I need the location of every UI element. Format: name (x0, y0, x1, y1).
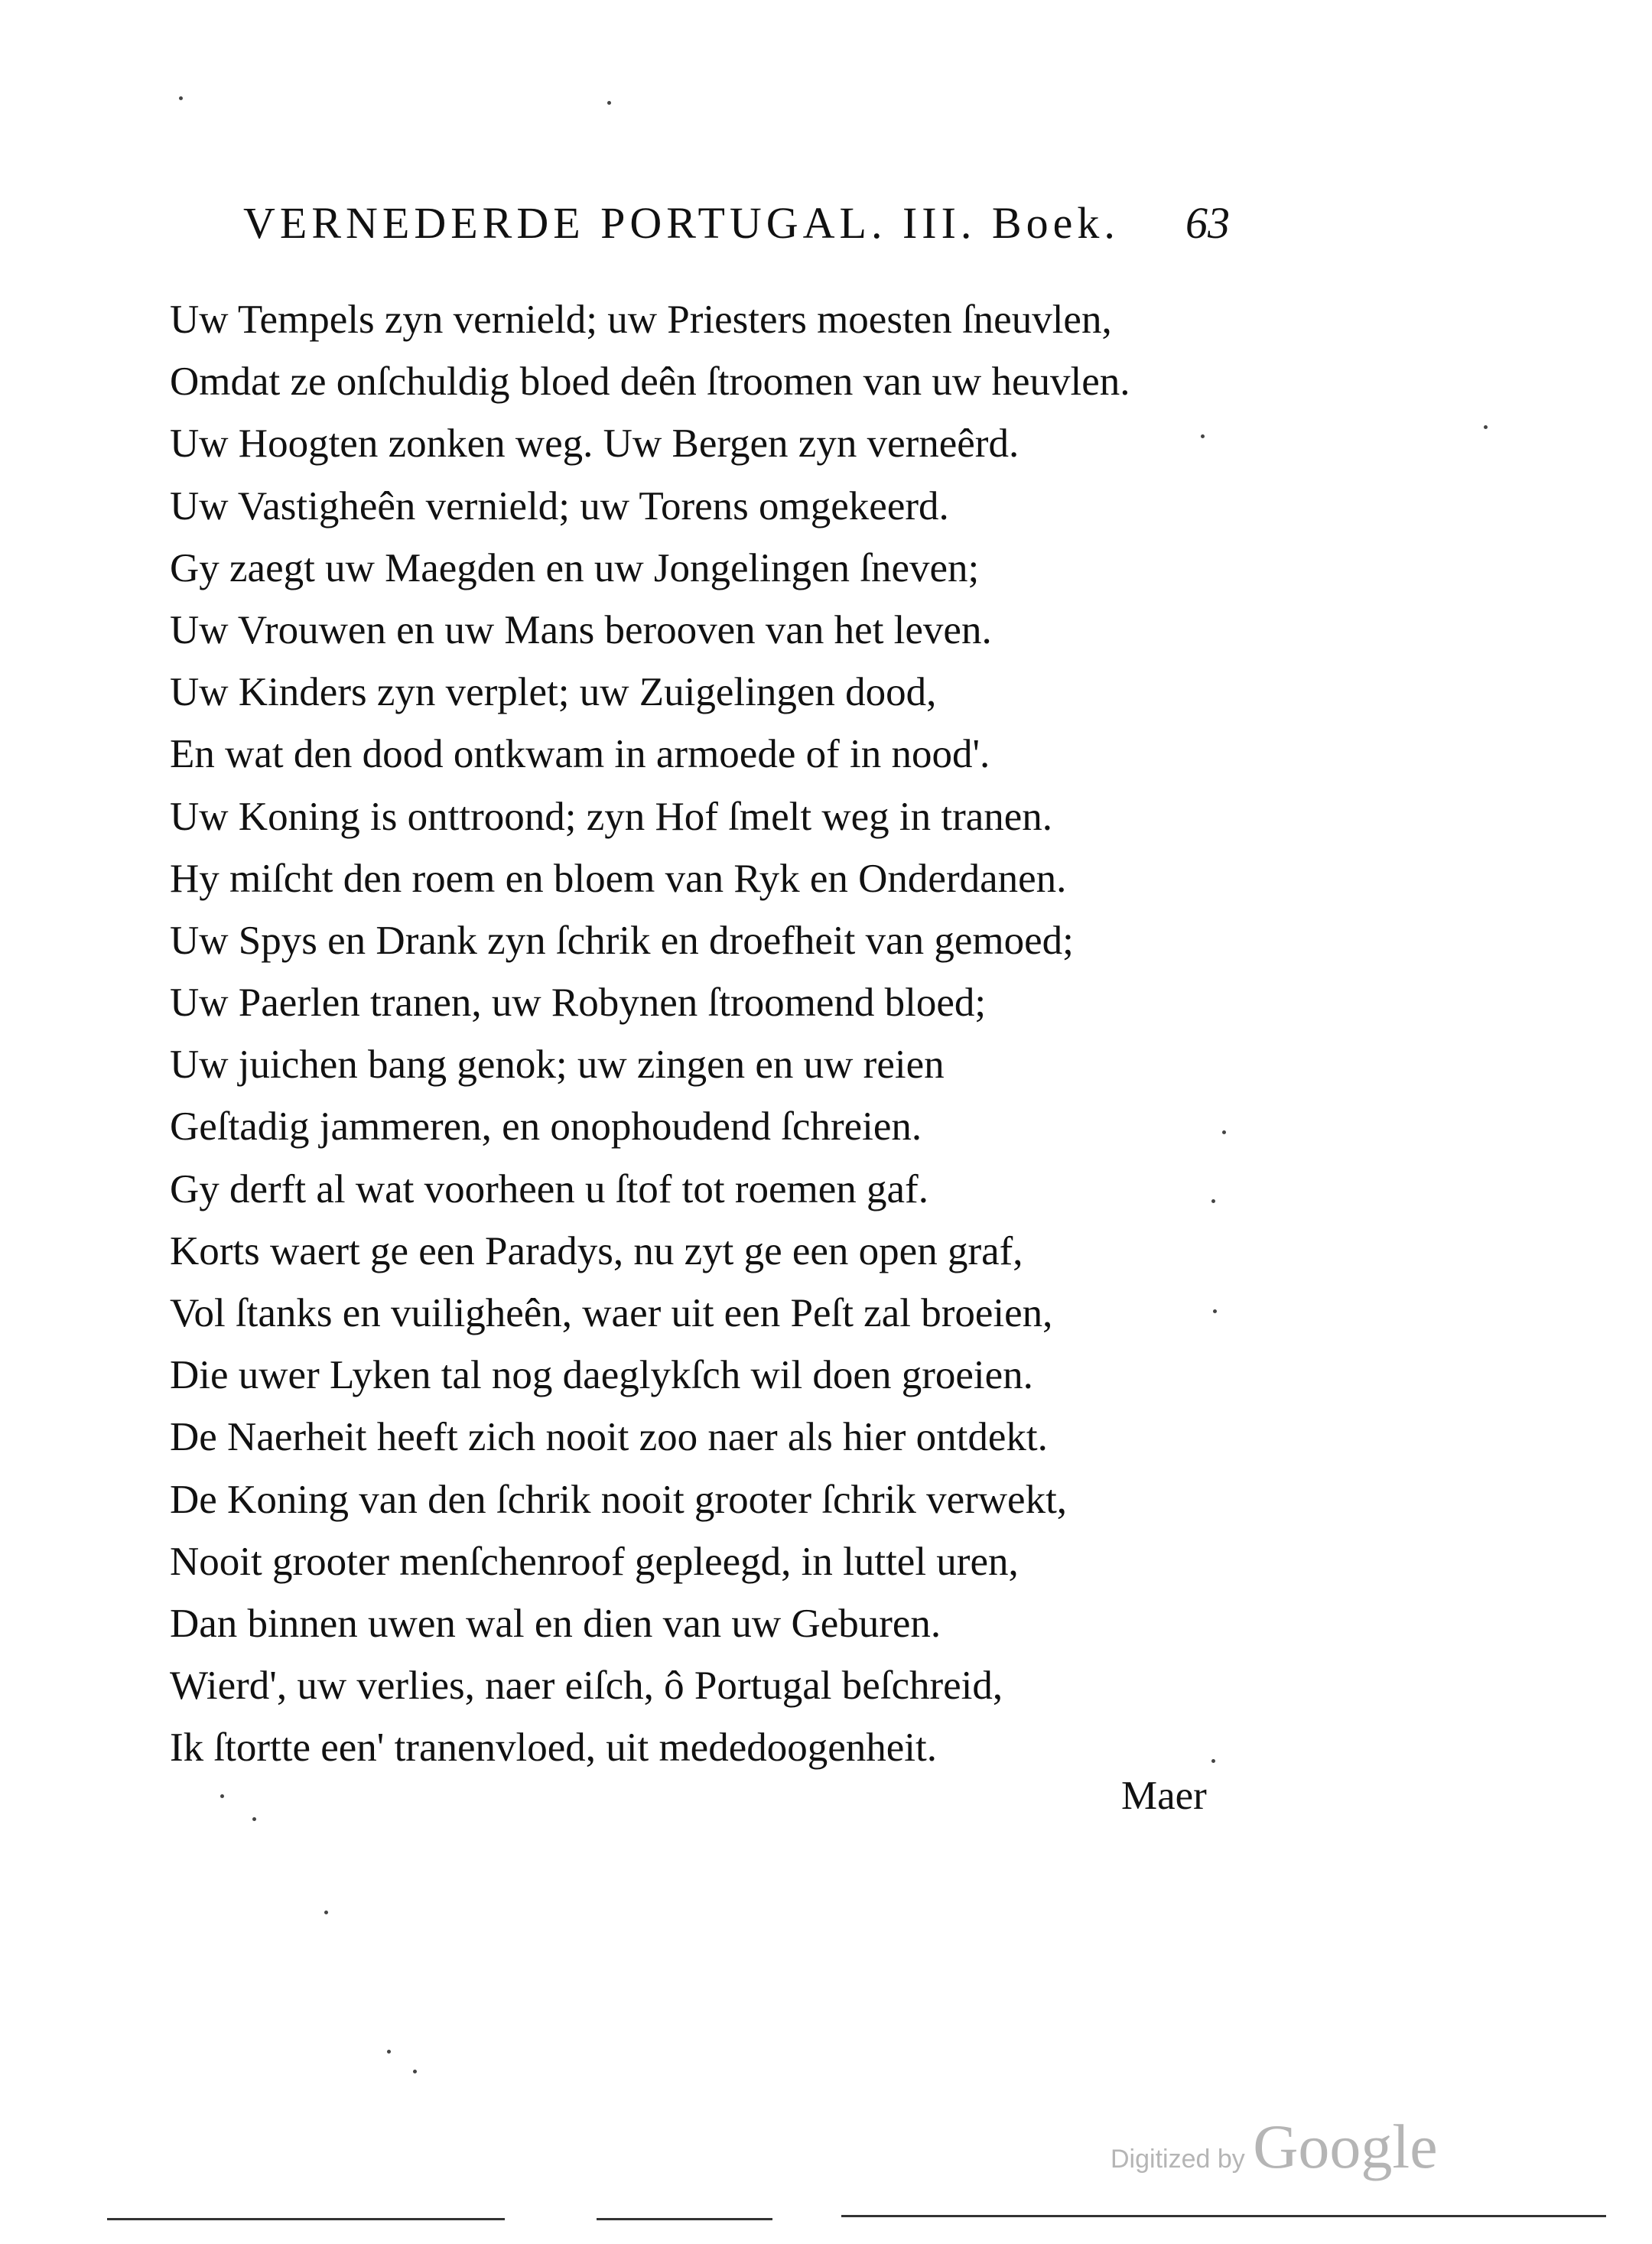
poem-line: Wierd', uw verlies, naer eiſch, ô Portugal beſchreid, (170, 1663, 1003, 1709)
running-title: VERNEDERDE PORTUGAL. III. Boek. (243, 198, 1120, 248)
scan-edge-line (107, 2218, 505, 2220)
poem-line: En wat den dood ontkwam in armoede of in nood'. (170, 732, 990, 777)
watermark-prefix: Digitized by (1111, 2145, 1245, 2174)
poem-line: Uw Vastigheên vernield; uw Torens omgekeerd. (170, 483, 949, 528)
poem-line: Uw Koning is onttroond; zyn Hof ſmelt weg in tranen. (170, 794, 1053, 839)
poem-line: Die uwer Lyken tal nog daeglykſch wil doen groeien. (170, 1353, 1033, 1398)
poem-line: Uw Tempels zyn vernield; uw Priesters moesten ſneuvlen, (170, 298, 1112, 342)
scan-speck (413, 2070, 417, 2073)
scan-speck (1211, 1759, 1215, 1763)
poem-line: Uw Paerlen tranen, uw Robynen ſtroomend bloed; (170, 981, 987, 1026)
scan-speck (179, 96, 183, 100)
google-logo: Google (1253, 2112, 1438, 2181)
poem-line: Uw Spys en Drank zyn ſchrik en droefheit van gemoed; (170, 918, 1074, 963)
scan-speck (1213, 1309, 1217, 1313)
scan-speck (324, 1911, 328, 1914)
poem-line: Gy derft al wat voorheen u ſtof tot roemen gaf. (170, 1166, 928, 1211)
scan-speck (220, 1794, 224, 1798)
catchword: Maer (1121, 1774, 1207, 1818)
poem-line: Uw Vrouwen en uw Mans berooven van het leven. (170, 607, 992, 652)
scan-speck (1201, 434, 1205, 438)
poem-line: Nooit grooter menſchenroof gepleegd, in luttel uren, (170, 1539, 1019, 1584)
poem-line: Uw Hoogten zonken weg. Uw Bergen zyn verneêrd. (170, 421, 1019, 467)
poem-line: Geſtadig jammeren, en onophoudend ſchreien. (170, 1104, 922, 1150)
digitized-watermark (1111, 2111, 1438, 2183)
scan-speck (387, 2050, 391, 2054)
poem-line: Dan binnen uwen wal en dien van uw Geburen. (170, 1601, 941, 1646)
poem-line: Vol ſtanks en vuiligheên, waer uit een Peſt zal broeien, (170, 1291, 1053, 1335)
page-number: 63 (1185, 198, 1230, 248)
poem-line: Uw juichen bang genok; uw zingen en uw reien (170, 1042, 945, 1088)
scan-speck (1484, 425, 1488, 429)
scan-speck (1211, 1199, 1215, 1203)
scan-speck (1222, 1130, 1226, 1134)
scan-speck (252, 1817, 256, 1821)
scan-edge-line (597, 2218, 772, 2220)
poem-line: Hy miſcht den roem en bloem van Ryk en Onderdanen. (170, 856, 1067, 901)
poem-line: Ik ſtortte een' tranenvloed, uit mededoogenheit. (170, 1725, 937, 1771)
scan-edge-line (841, 2215, 1606, 2217)
scan-speck (607, 101, 611, 105)
poem-line: De Koning van den ſchrik nooit grooter ſchrik verwekt, (170, 1477, 1068, 1522)
poem-line: Gy zaegt uw Maegden en uw Jongelingen ſneven; (170, 545, 980, 590)
poem-text (170, 289, 1256, 1780)
poem-line: Uw Kinders zyn verplet; uw Zuigelingen dood, (170, 670, 937, 715)
poem-line: Korts waert ge een Paradys, nu zyt ge een open graf, (170, 1228, 1023, 1273)
poem-line: De Naerheit heeft zich nooit zoo naer als hier ontdekt. (170, 1415, 1048, 1460)
poem-line: Omdat ze onſchuldig bloed deên ſtroomen van uw heuvlen. (170, 359, 1130, 405)
running-header (243, 197, 1230, 259)
